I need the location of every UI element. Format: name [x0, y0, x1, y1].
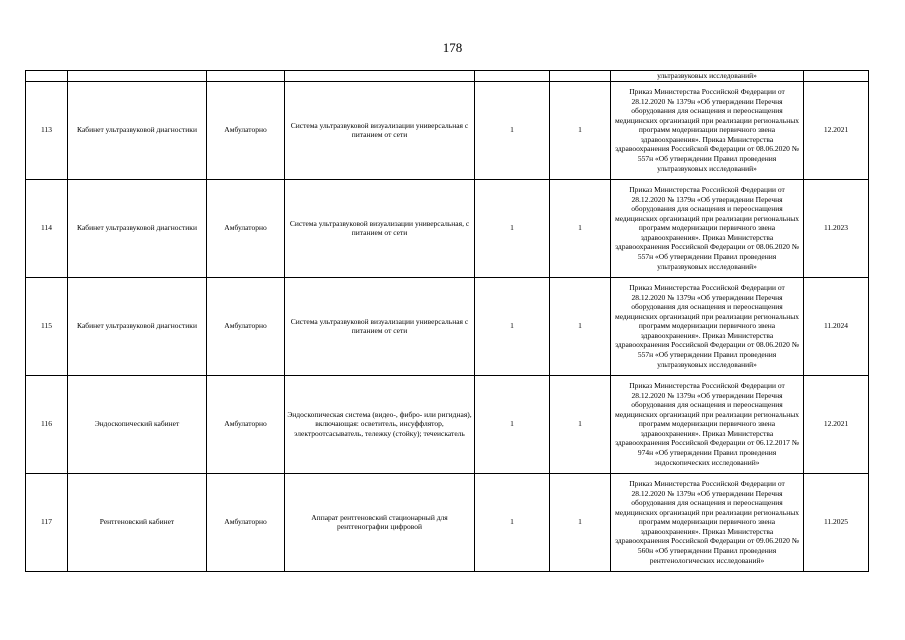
cell-empty: [475, 71, 550, 82]
legal-basis: Приказ Министерства Российской Федерации от 28.12.2020 № 1379н «Об утверждении Перечня оборудования для оснащения и переоснащения медицинских организаций при реализации региональных программ модернизации первичного звена здравоохранения». Приказ Министерства здравоохранения Российской Федерации от 06.12.2017 № 974н «Об утверждении Правил проведения эндоскопических исследований»: [611, 375, 804, 473]
row-number: 114: [26, 179, 68, 277]
qty-available: 1: [550, 81, 611, 179]
room-name: Рентгеновский кабинет: [68, 473, 207, 571]
table-row: [26, 179, 869, 277]
equipment-name: Система ультразвуковой визуализации универсальная с питанием от сети: [285, 277, 475, 375]
care-type: Амбулаторно: [207, 179, 285, 277]
row-number: 113: [26, 81, 68, 179]
cell-empty: [68, 71, 207, 82]
care-type: Амбулаторно: [207, 277, 285, 375]
care-type: Амбулаторно: [207, 375, 285, 473]
table-row: [26, 277, 869, 375]
qty-available: 1: [550, 277, 611, 375]
equipment-table: [25, 70, 869, 572]
equipment-name: Аппарат рентгеновский стационарный для рентгенографии цифровой: [285, 473, 475, 571]
equipment-name: Система ультразвуковой визуализации универсальная, с питанием от сети: [285, 179, 475, 277]
qty-required: 1: [475, 277, 550, 375]
page-number: 178: [442, 40, 463, 55]
table-row: [26, 473, 869, 571]
care-type: Амбулаторно: [207, 473, 285, 571]
qty-available: 1: [550, 375, 611, 473]
row-number: 115: [26, 277, 68, 375]
cell-empty: [285, 71, 475, 82]
date: 11.2024: [804, 277, 869, 375]
qty-required: 1: [475, 375, 550, 473]
date: 12.2021: [804, 375, 869, 473]
cell-empty: [804, 71, 869, 82]
date: 12.2021: [804, 81, 869, 179]
room-name: Кабинет ультразвуковой диагностики: [68, 179, 207, 277]
cell-empty: [26, 71, 68, 82]
table-row: [26, 81, 869, 179]
equipment-name: Эндоскопическая система (видео-, фибро- или ригидная), включающая: осветитель, инсуффлятор, электроотсасыватель, тележку (стойку); течеискатель: [285, 375, 475, 473]
equipment-name: Система ультразвуковой визуализации универсальная с питанием от сети: [285, 81, 475, 179]
row-number: 117: [26, 473, 68, 571]
room-name: Кабинет ультразвуковой диагностики: [68, 81, 207, 179]
room-name: Эндоскопический кабинет: [68, 375, 207, 473]
table-row: [26, 375, 869, 473]
qty-required: 1: [475, 473, 550, 571]
legal-basis: Приказ Министерства Российской Федерации от 28.12.2020 № 1379н «Об утверждении Перечня оборудования для оснащения и переоснащения медицинских организаций при реализации региональных программ модернизации первичного звена здравоохранения». Приказ Министерства здравоохранения Российской Федерации от 08.06.2020 № 557н «Об утверждении Правил проведения ультразвуковых исследований»: [611, 277, 804, 375]
cell-empty: [550, 71, 611, 82]
date: 11.2023: [804, 179, 869, 277]
qty-required: 1: [475, 81, 550, 179]
legal-basis: Приказ Министерства Российской Федерации от 28.12.2020 № 1379н «Об утверждении Перечня оборудования для оснащения и переоснащения медицинских организаций при реализации региональных программ модернизации первичного звена здравоохранения». Приказ Министерства здравоохранения Российской Федерации от 08.06.2020 № 557н «Об утверждении Правил проведения ультразвуковых исследований»: [611, 81, 804, 179]
legal-basis: Приказ Министерства Российской Федерации от 28.12.2020 № 1379н «Об утверждении Перечня оборудования для оснащения и переоснащения медицинских организаций при реализации региональных программ модернизации первичного звена здравоохранения». Приказ Министерства здравоохранения Российской Федерации от 08.06.2020 № 557н «Об утверждении Правил проведения ультразвуковых исследований»: [611, 179, 804, 277]
room-name: Кабинет ультразвуковой диагностики: [68, 277, 207, 375]
qty-required: 1: [475, 179, 550, 277]
date: 11.2025: [804, 473, 869, 571]
cell-empty: [207, 71, 285, 82]
qty-available: 1: [550, 179, 611, 277]
legal-basis: Приказ Министерства Российской Федерации от 28.12.2020 № 1379н «Об утверждении Перечня оборудования для оснащения и переоснащения медицинских организаций при реализации региональных программ модернизации первичного звена здравоохранения». Приказ Министерства здравоохранения Российской Федерации от 09.06.2020 № 560н «Об утверждении Правил проведения рентгенологических исследований»: [611, 473, 804, 571]
care-type: Амбулаторно: [207, 81, 285, 179]
qty-available: 1: [550, 473, 611, 571]
row-number: 116: [26, 375, 68, 473]
continuation-basis: ультразвуковых исследований»: [611, 71, 804, 82]
continuation-row: [26, 71, 869, 82]
